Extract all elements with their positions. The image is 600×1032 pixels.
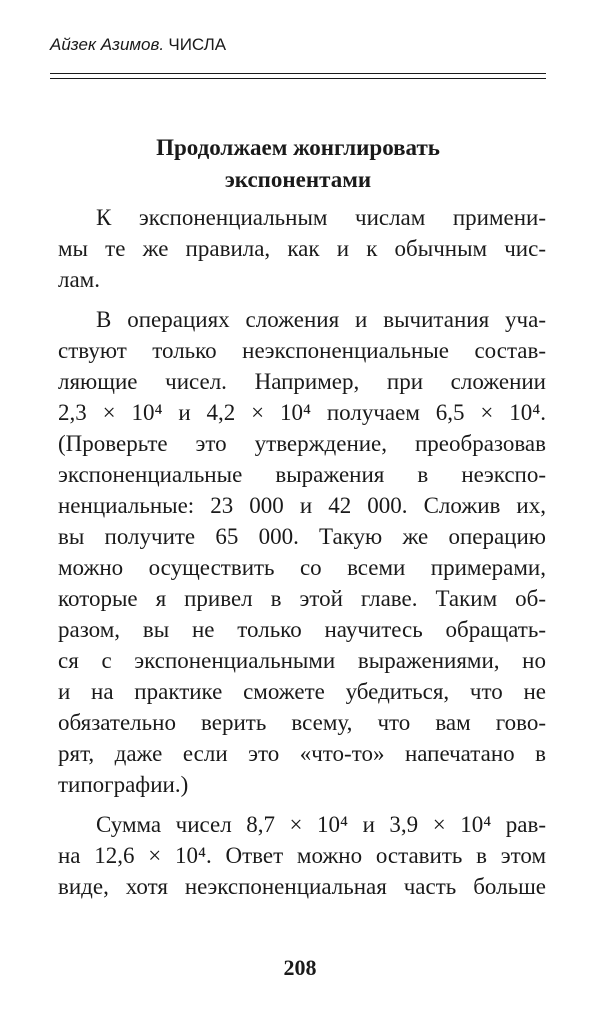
text-line: ствуют только неэкспоненциальные состав- — [58, 338, 546, 363]
running-head-book-title: ЧИСЛА — [168, 35, 227, 54]
text-line: виде, хотя неэкспоненциальная часть больше — [58, 874, 546, 899]
header-rule-top — [50, 73, 546, 74]
text-line: рят, даже если это «что-то» напечатано в — [58, 741, 546, 766]
text-line: лам. — [58, 267, 100, 292]
text-line: можно осуществить со всеми примерами, — [58, 555, 546, 580]
running-head-author: Айзек Азимов. — [50, 35, 165, 54]
paragraph — [58, 809, 546, 902]
text-line: на 12,6 × 10⁴. Ответ можно оставить в этом — [58, 843, 546, 868]
body-text — [58, 202, 546, 902]
text-line: которые я привел в этой главе. Таким об- — [58, 586, 546, 611]
text-line: (Проверьте это утверждение, преобразовав — [58, 431, 546, 456]
running-head — [50, 34, 226, 56]
paragraph — [58, 304, 546, 800]
section-title-line: Продолжаем жонглировать — [156, 135, 440, 160]
text-line: В операциях сложения и вычитания уча- — [96, 307, 546, 332]
page-number: 208 — [283, 955, 317, 980]
text-line: Сумма чисел 8,7 × 10⁴ и 3,9 × 10⁴ рав- — [96, 812, 546, 837]
text-line: 2,3 × 10⁴ и 4,2 × 10⁴ получаем 6,5 × 10⁴. — [58, 400, 546, 425]
paragraph — [58, 202, 546, 295]
section-title — [50, 132, 546, 196]
text-line: мы те же правила, как и к обычным чис- — [58, 236, 546, 261]
text-line: ся с экспоненциальными выражениями, но — [58, 648, 546, 673]
header-rule-bottom — [50, 78, 546, 79]
text-line: экспоненциальные выражения в неэкспо- — [58, 462, 546, 487]
text-line: и на практике сможете убедиться, что не — [58, 679, 546, 704]
section-title-line: экспонентами — [224, 167, 372, 192]
text-line: типографии.) — [58, 772, 189, 797]
text-line: ненциальные: 23 000 и 42 000. Сложив их, — [58, 493, 546, 518]
text-line: разом, вы не только научитесь обращать- — [58, 617, 546, 642]
text-line: обязательно верить всему, что вам гово- — [58, 710, 546, 735]
text-line: вы получите 65 000. Такую же операцию — [58, 524, 546, 549]
text-line: ляющие чисел. Например, при сложении — [58, 369, 546, 394]
text-line: К экспоненциальным числам примени- — [96, 205, 546, 230]
